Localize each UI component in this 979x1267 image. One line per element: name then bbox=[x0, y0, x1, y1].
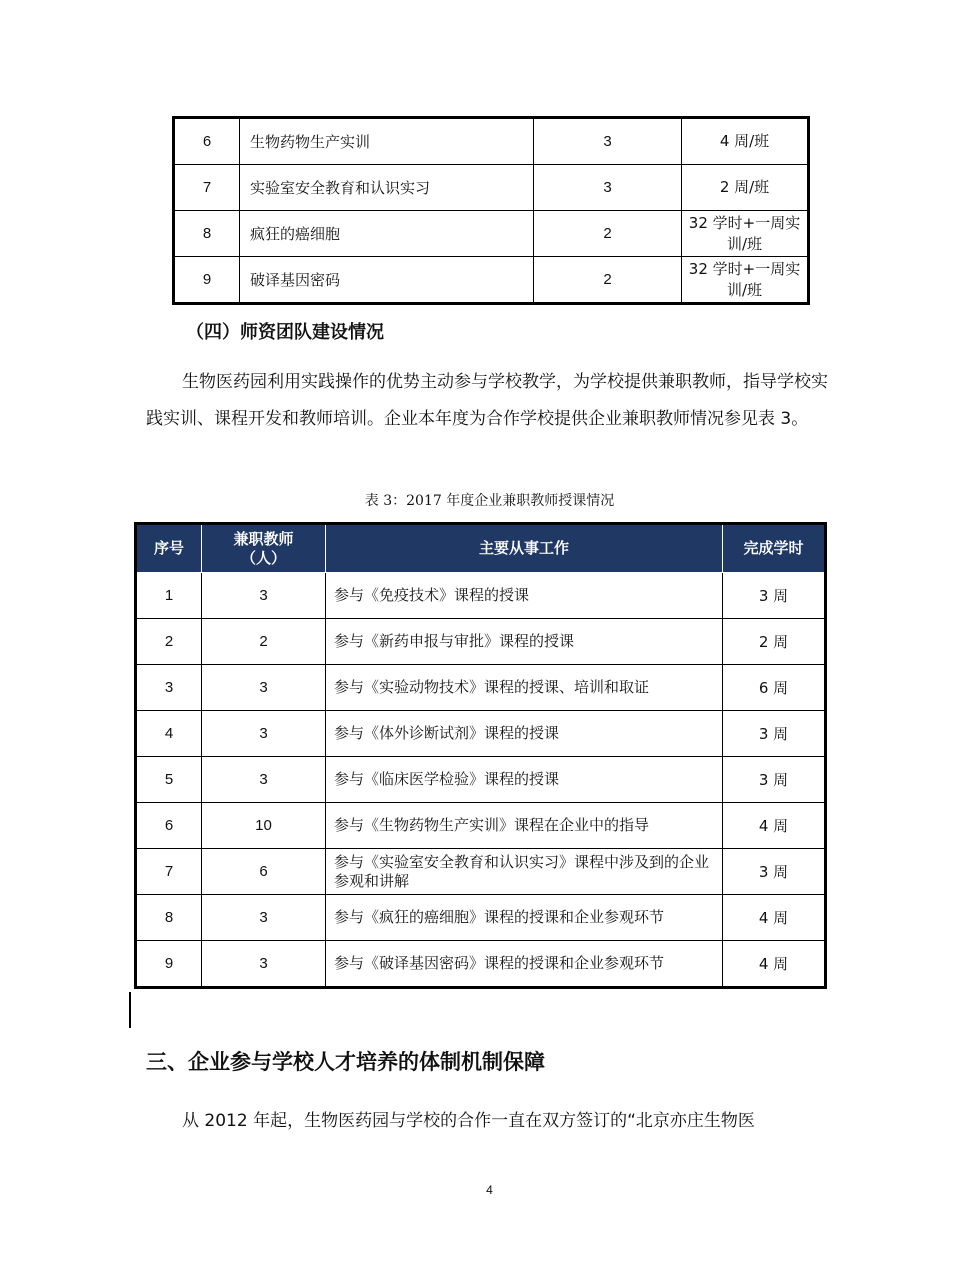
header-teachers: 兼职教师（人） bbox=[202, 524, 326, 573]
course-credits: 2 bbox=[534, 211, 682, 257]
table-row bbox=[136, 665, 826, 711]
row-number: 5 bbox=[136, 757, 202, 803]
table-row bbox=[136, 849, 826, 895]
row-number: 4 bbox=[136, 711, 202, 757]
table-row bbox=[174, 118, 809, 165]
completed-hours: 3 周 bbox=[723, 757, 826, 803]
completed-hours: 2 周 bbox=[723, 619, 826, 665]
work-description: 参与《生物药物生产实训》课程在企业中的指导 bbox=[326, 803, 723, 849]
completed-hours: 4 周 bbox=[723, 941, 826, 988]
page-number: 4 bbox=[486, 1183, 493, 1197]
work-description: 参与《新药申报与审批》课程的授课 bbox=[326, 619, 723, 665]
section-heading-faculty: （四）师资团队建设情况 bbox=[186, 322, 384, 343]
table-row bbox=[136, 711, 826, 757]
course-name: 实验室安全教育和认识实习 bbox=[240, 165, 534, 211]
row-number: 3 bbox=[136, 665, 202, 711]
course-name: 破译基因密码 bbox=[240, 257, 534, 304]
course-hours: 4 周/班 bbox=[682, 118, 809, 165]
teacher-count: 3 bbox=[202, 941, 326, 988]
course-credits: 3 bbox=[534, 165, 682, 211]
header-no: 序号 bbox=[136, 524, 202, 573]
row-number: 8 bbox=[136, 895, 202, 941]
body-paragraph: 从 2012 年起，生物医药园与学校的合作一直在双方签订的“北京亦庄生物医 bbox=[182, 1111, 755, 1131]
header-hours: 完成学时 bbox=[723, 524, 826, 573]
row-number: 2 bbox=[136, 619, 202, 665]
table-row bbox=[136, 573, 826, 619]
course-table-continued bbox=[172, 116, 810, 305]
row-number: 8 bbox=[174, 211, 240, 257]
row-number: 7 bbox=[174, 165, 240, 211]
work-description: 参与《实验动物技术》课程的授课、培训和取证 bbox=[326, 665, 723, 711]
row-number: 9 bbox=[174, 257, 240, 304]
course-credits: 3 bbox=[534, 118, 682, 165]
table-caption: 表 3：2017 年度企业兼职教师授课情况 bbox=[364, 493, 615, 509]
header-work: 主要从事工作 bbox=[326, 524, 723, 573]
completed-hours: 3 周 bbox=[723, 849, 826, 895]
row-number: 1 bbox=[136, 573, 202, 619]
work-description: 参与《疯狂的癌细胞》课程的授课和企业参观环节 bbox=[326, 895, 723, 941]
part-time-teacher-table bbox=[134, 522, 827, 989]
table-row bbox=[136, 895, 826, 941]
teacher-count: 3 bbox=[202, 757, 326, 803]
work-description: 参与《临床医学检验》课程的授课 bbox=[326, 757, 723, 803]
row-number: 7 bbox=[136, 849, 202, 895]
work-description: 参与《破译基因密码》课程的授课和企业参观环节 bbox=[326, 941, 723, 988]
teacher-count: 6 bbox=[202, 849, 326, 895]
row-number: 6 bbox=[174, 118, 240, 165]
teacher-count: 3 bbox=[202, 895, 326, 941]
course-name: 疯狂的癌细胞 bbox=[240, 211, 534, 257]
table-row bbox=[136, 941, 826, 988]
work-description: 参与《体外诊断试剂》课程的授课 bbox=[326, 711, 723, 757]
completed-hours: 6 周 bbox=[723, 665, 826, 711]
completed-hours: 4 周 bbox=[723, 895, 826, 941]
table-row bbox=[136, 757, 826, 803]
course-hours: 32 学时+一周实训/班 bbox=[682, 257, 809, 304]
teacher-count: 2 bbox=[202, 619, 326, 665]
section-heading-mechanism: 三、企业参与学校人才培养的体制机制保障 bbox=[146, 1050, 545, 1074]
body-paragraph: 生物医药园利用实践操作的优势主动参与学校教学，为学校提供兼职教师，指导学校实践实训、课程开发和教师培训。企业本年度为合作学校提供企业兼职教师情况参见表 3。 bbox=[146, 372, 828, 429]
table-header-row bbox=[136, 524, 826, 573]
teacher-count: 3 bbox=[202, 573, 326, 619]
teacher-count: 3 bbox=[202, 711, 326, 757]
work-description: 参与《免疫技术》课程的授课 bbox=[326, 573, 723, 619]
row-number: 9 bbox=[136, 941, 202, 988]
completed-hours: 3 周 bbox=[723, 711, 826, 757]
course-hours: 2 周/班 bbox=[682, 165, 809, 211]
table-row bbox=[174, 257, 809, 304]
course-credits: 2 bbox=[534, 257, 682, 304]
table-row bbox=[136, 619, 826, 665]
teacher-count: 3 bbox=[202, 665, 326, 711]
table-row bbox=[174, 211, 809, 257]
text-cursor bbox=[129, 992, 131, 1028]
completed-hours: 4 周 bbox=[723, 803, 826, 849]
course-name: 生物药物生产实训 bbox=[240, 118, 534, 165]
table-row bbox=[136, 803, 826, 849]
work-description: 参与《实验室安全教育和认识实习》课程中涉及到的企业参观和讲解 bbox=[326, 849, 723, 895]
course-hours: 32 学时+一周实训/班 bbox=[682, 211, 809, 257]
table-row bbox=[174, 165, 809, 211]
row-number: 6 bbox=[136, 803, 202, 849]
completed-hours: 3 周 bbox=[723, 573, 826, 619]
teacher-count: 10 bbox=[202, 803, 326, 849]
